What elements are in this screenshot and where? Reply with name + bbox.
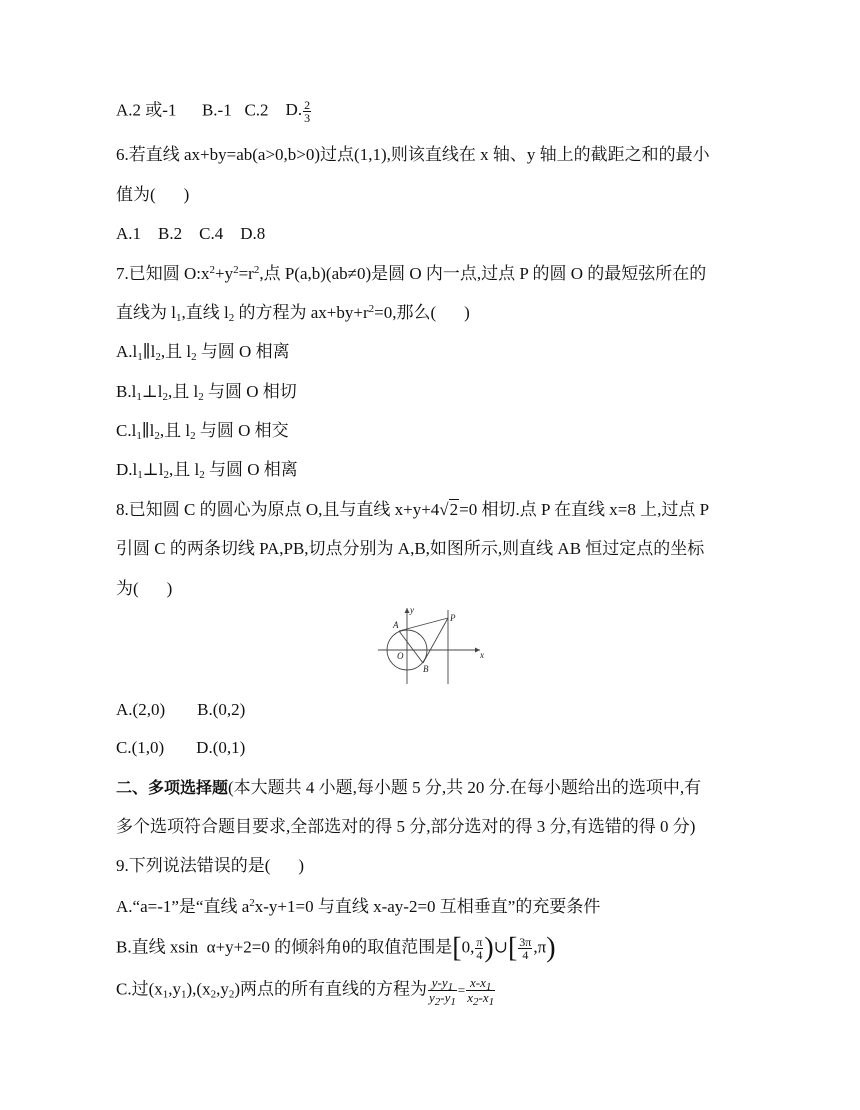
q7-option-c: $C.l_1\parallel l_2$,且 $l_2$ 与圆 O 相交: [116, 421, 289, 442]
q5-option-a: A.2 或-1: [116, 100, 177, 120]
q8-stem-line2: 引圆 C 的两条切线 PA,PB,切点分别为 A,B,如图所示,则直线 AB 恒过定点的坐标: [116, 539, 705, 558]
bracket-open: [: [452, 932, 462, 964]
q8-option-c: C.(1,0): [116, 738, 165, 757]
q8-options-row1: [116, 699, 245, 721]
fraction-right: $\frac{x-x_1}{x_2-x_1}$: [467, 975, 495, 1008]
q9-stem: 9.下列说法错误的是( ): [116, 856, 305, 875]
label-b: B: [423, 664, 429, 674]
tangent-pa: [399, 618, 448, 631]
q5-options: [116, 99, 312, 124]
q7-option-b: $B.l_1\perp l_2$,且 $l_2$ 与圆 O 相切: [116, 382, 297, 403]
bracket-close: ): [484, 932, 494, 964]
fraction-left: $\frac{y-y_1}{y_2-y_1}$: [429, 975, 456, 1008]
q6-stem-line1: 6.若直线 ax+by=ab(a>0,b>0)过点(1,1),则该直线在 x 轴、y 轴上的截距之和的最小: [116, 145, 710, 164]
q5-option-d: D. $\frac{2}{3}$: [285, 98, 311, 125]
q9-option-a: A.“a=-1”是“直线 $a^2x-y+1=0$ 与直线 x-ay-2=0 互相垂直”的充要条件: [116, 897, 601, 916]
q8-options-row2: [116, 737, 245, 759]
section2-line1: 二、多项选择题(本大题共 4 小题,每小题 5 分,共 20 分.在每小题给出的选项中,有: [116, 778, 702, 797]
bracket-close-2: ): [546, 932, 556, 964]
label-x: x: [480, 650, 484, 660]
tangent-pb: [423, 618, 448, 663]
bracket-open-2: [: [507, 932, 518, 964]
label-o: O: [397, 651, 404, 661]
q5-option-c: C.2: [244, 100, 269, 120]
q5-option-b: B.-1: [201, 100, 232, 120]
section2-title: 二、多项选择题: [116, 778, 229, 797]
sqrt-symbol: √2: [439, 500, 459, 519]
q9-option-b: B.直线 xsin α+y+2=0 的倾斜角θ的取值范围是[0, $\frac{\pi}{4}$ )∪[ $\frac{3\pi}{4}$ ,π): [116, 932, 556, 964]
y-axis-arrow: [405, 608, 410, 613]
q8-figure: [376, 604, 486, 686]
q9-option-c: C.过$(x_1,y_1),(x_2,y_2)$两点的所有直线的方程为 $\frac{y-y_1}{y_2-y_1}$ = $\frac{x-x_1}{x_2-x_1}$: [116, 975, 495, 1008]
q8-stem-line1: 8.已知圆 C 的圆心为原点 O,且与直线 x+y+4√2=0 相切.点 P 在直线 x=8 上,过点 P: [116, 500, 710, 519]
q8-option-b: B.(0,2): [197, 700, 246, 719]
q8-stem-line3: 为( ): [116, 579, 173, 598]
q6-stem-line2: 值为( ): [116, 185, 190, 204]
q6-options: A.1 B.2 C.4 D.8: [116, 224, 266, 243]
q8-option-d: D.(0,1): [196, 738, 246, 757]
label-y: y: [410, 605, 414, 615]
q7-stem-line1: 7.已知圆 $O:x^2+y^2=r^2$,点 P(a,b)(ab≠0)是圆 O 内一点,过点 P 的圆 O 的最短弦所在的: [116, 264, 707, 283]
q7-option-d: $D.l_1\perp l_2$,且 $l_2$ 与圆 O 相离: [116, 460, 298, 481]
label-p: P: [450, 613, 456, 623]
q8-option-a: A.(2,0): [116, 700, 166, 719]
q7-stem-line2: 直线为 $l_1$,直线 $l_2$ 的方程为 $ax+by+r^2=0$,那么( ): [116, 303, 470, 324]
q7-option-a: $A.l_1\parallel l_2$,且 $l_2$ 与圆 O 相离: [116, 342, 290, 363]
section2-line2: 多个选项符合题目要求,全部选对的得 5 分,部分选对的得 3 分,有选错的得 0 分): [116, 817, 696, 836]
label-a: A: [393, 620, 399, 630]
